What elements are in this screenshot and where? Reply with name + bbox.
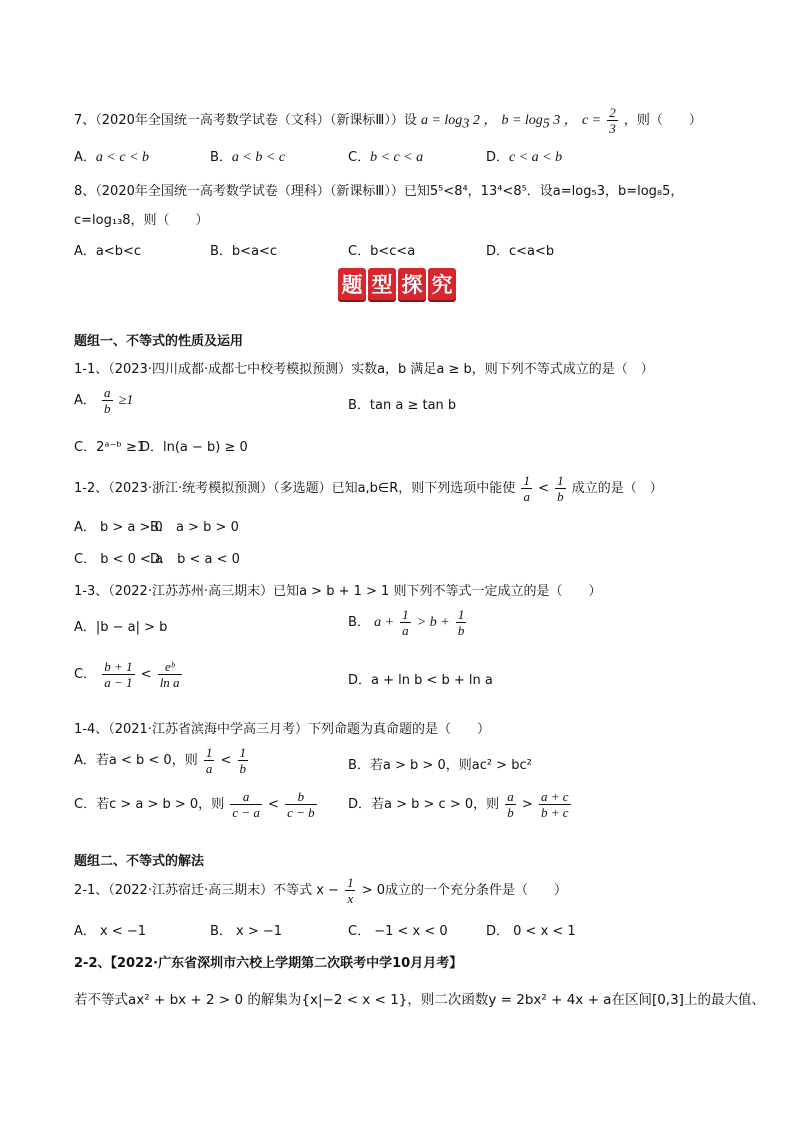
q1-3-option-b: B． a + $\frac{1}{a}$ > b + $\frac{1}{b}$ <box>348 607 465 638</box>
section-banner <box>337 266 457 302</box>
group1-title: 题组一、不等式的性质及运用 <box>74 334 244 349</box>
q2-2-heading: 2-2、【2022·广东省深圳市六校上学期第二次联考中学10月月考】 <box>74 956 463 971</box>
q1-1-option-c: C．2ᵃ⁻ᵇ ≥1 <box>74 440 146 455</box>
q1-1-option-d: D．ln(a − b) ≥ 0 <box>140 440 248 455</box>
q2-1-option-b: B． x > −1 <box>210 924 283 939</box>
q1-2-option-c: C． b < 0 < a <box>74 552 164 567</box>
q7-option-a: A．a < c < b <box>74 150 150 165</box>
banner-char-3: 探 <box>398 268 426 300</box>
q1-4-option-c: C．若c > a > b > 0，则 $\frac{a}{c - a}$ < $\frac{b}{c - b}$ <box>74 789 315 820</box>
q8-stem-line2: c=log₁₃8，则（ ） <box>74 213 209 228</box>
q1-4-stem: 1-4、（2021·江苏省滨海中学高三月考）下列命题为真命题的是（ ） <box>74 722 490 737</box>
q2-1-option-a: A． x < −1 <box>74 924 147 939</box>
q7-option-c: C．b < c < a <box>348 150 424 165</box>
q2-1-option-d: D． 0 < x < 1 <box>486 924 576 939</box>
q1-1-option-a: A． $\frac{a}{b}$ ≥1 <box>74 385 134 416</box>
q1-4-option-b: B．若a > b > 0，则ac² > bc² <box>348 758 532 773</box>
q1-2-stem: 1-2、（2023·浙江·统考模拟预测）（多选题）已知a,b∈R，则下列选项中能使 $\frac{1}{a}$ < $\frac{1}{b}$ 成立的是（ ） <box>74 473 663 504</box>
q1-2-option-b: B． a > b > 0 <box>150 520 239 535</box>
banner-char-4: 究 <box>428 268 456 300</box>
q1-4-option-a: A．若a < b < 0，则 $\frac{1}{a}$ < $\frac{1}{b}$ <box>74 745 247 776</box>
q1-1-stem: 1-1、（2023·四川成都·成都七中校考模拟预测）实数a，b 满足a ≥ b，则下列不等式成立的是（ ） <box>74 362 654 377</box>
q1-2-option-a: A． b > a > 0 <box>74 520 163 535</box>
q1-3-stem: 1-3、（2022·江苏苏州·高三期末）已知a > b + 1 > 1 则下列不等式一定成立的是（ ） <box>74 584 602 599</box>
banner-char-1: 题 <box>338 268 366 300</box>
q7-stem: 7、（2020年全国统一高考数学试卷（文科）（新课标Ⅲ））设 $a = \log_3 2$ ， $b = \log_5 3$ ， c = $\frac{2}{3}$ ，则（ ） <box>74 105 702 136</box>
q8-option-b: B．b<a<c <box>210 244 278 259</box>
q1-3-option-d: D．a + ln b < b + ln a <box>348 673 493 688</box>
q8-option-d: D．c<a<b <box>486 244 555 259</box>
q7-option-b: B．a < b < c <box>210 150 286 165</box>
q1-1-option-b: B．tan a ≥ tan b <box>348 398 457 413</box>
q8-stem-line1: 8、（2020年全国统一高考数学试卷（理科）（新课标Ⅲ））已知5⁵<8⁴，13⁴<8⁵．设a=log₅3，b=log₈5， <box>74 184 684 199</box>
q2-2-body: 若不等式ax² + bx + 2 > 0 的解集为{x|−2 < x < 1}，则二次函数y = 2bx² + 4x + a在区间[0,3]上的最大值、 <box>74 992 765 1008</box>
q8-option-a: A．a<b<c <box>74 244 142 259</box>
q1-3-option-a: A．|b − a| > b <box>74 620 168 635</box>
banner-char-2: 型 <box>368 268 396 300</box>
q2-1-option-c: C． −1 < x < 0 <box>348 924 448 939</box>
q7-c-fraction: $\frac{2}{3}$ <box>609 105 616 136</box>
q7-option-d: D．c < a < b <box>486 150 563 165</box>
q2-1-stem: 2-1、（2022·江苏宿迁·高三期末）不等式 x − $\frac{1}{x}$ > 0成立的一个充分条件是（ ） <box>74 875 568 906</box>
q1-3-option-c: C． $\frac{b + 1}{a - 1}$ < $\frac{\text{eᵇ}}{\text{ln a}}$ <box>74 659 180 690</box>
group2-title: 题组二、不等式的解法 <box>74 854 205 869</box>
q8-option-c: C．b<c<a <box>348 244 416 259</box>
q1-2-option-d: D． b < a < 0 <box>150 552 240 567</box>
q1-4-option-d: D．若a > b > c > 0，则 $\frac{a}{b}$ > $\frac{a + c}{b + c}$ <box>348 789 569 820</box>
